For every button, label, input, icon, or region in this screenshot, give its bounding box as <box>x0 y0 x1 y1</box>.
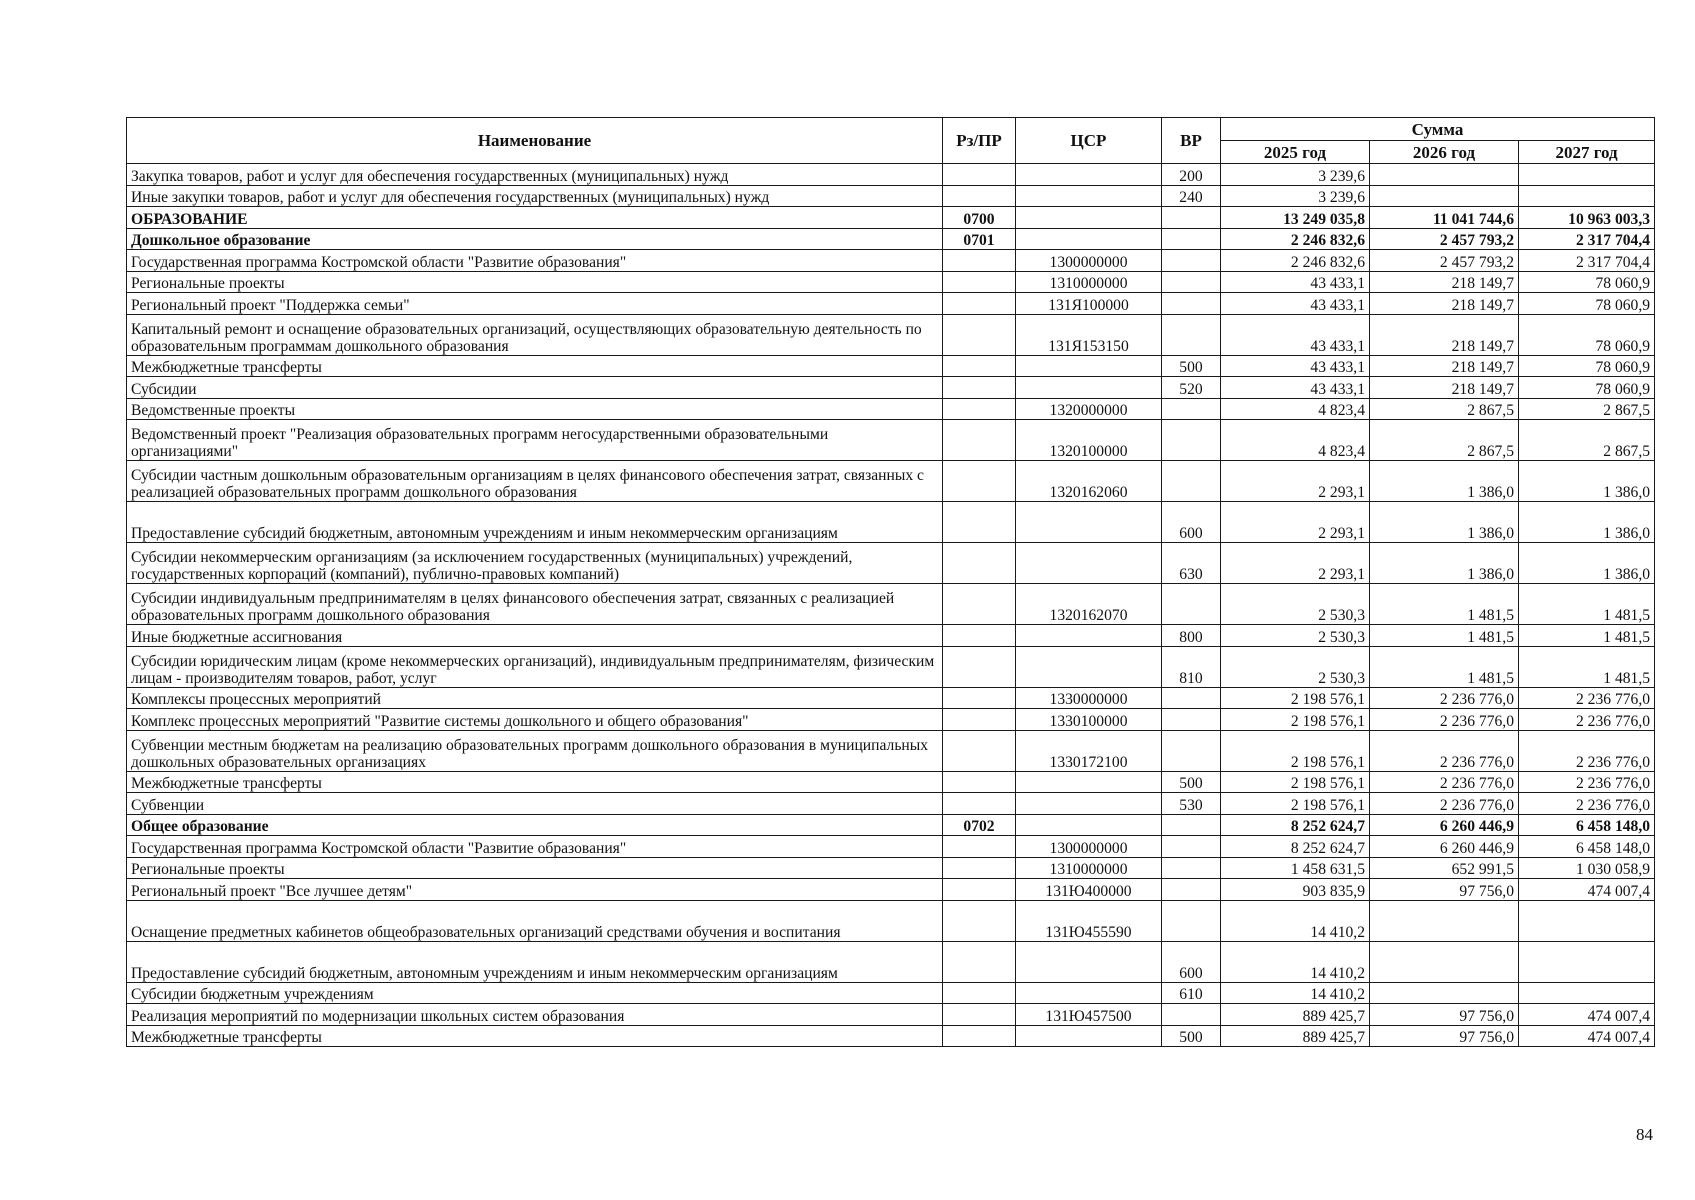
table-row <box>127 185 1655 207</box>
cell-name: Оснащение предметных кабинетов общеобразовательных организаций средствами обучения и воспитания <box>127 900 943 941</box>
cell-name: Государственная программа Костромской области "Развитие образования" <box>127 836 943 858</box>
cell-csr <box>1016 502 1162 543</box>
cell-rzpr: 0702 <box>943 814 1016 836</box>
table-row <box>127 900 1655 941</box>
cell-2027: 78 060,9 <box>1519 377 1655 399</box>
cell-rzpr <box>943 250 1016 272</box>
cell-2027 <box>1519 900 1655 941</box>
cell-csr: 1300000000 <box>1016 250 1162 272</box>
cell-2027: 1 030 058,9 <box>1519 857 1655 879</box>
cell-vr: 630 <box>1162 543 1221 584</box>
table-row <box>127 377 1655 399</box>
cell-2025: 43 433,1 <box>1221 355 1370 377</box>
cell-name: Общее образование <box>127 814 943 836</box>
cell-vr <box>1162 709 1221 731</box>
cell-2026: 218 149,7 <box>1370 377 1519 399</box>
header-csr: ЦСР <box>1016 118 1162 164</box>
table-row <box>127 461 1655 502</box>
cell-vr: 240 <box>1162 185 1221 207</box>
cell-2027: 1 481,5 <box>1519 625 1655 647</box>
cell-2026: 1 481,5 <box>1370 625 1519 647</box>
cell-2025: 2 198 576,1 <box>1221 709 1370 731</box>
cell-name: Субсидии <box>127 377 943 399</box>
cell-csr: 1310000000 <box>1016 857 1162 879</box>
cell-rzpr <box>943 836 1016 858</box>
cell-2027: 2 317 704,4 <box>1519 250 1655 272</box>
cell-2025: 889 425,7 <box>1221 1025 1370 1047</box>
cell-2025: 14 410,2 <box>1221 900 1370 941</box>
cell-2026: 1 481,5 <box>1370 584 1519 625</box>
cell-2025: 2 198 576,1 <box>1221 687 1370 709</box>
cell-2026: 652 991,5 <box>1370 857 1519 879</box>
cell-2027: 2 317 704,4 <box>1519 228 1655 250</box>
cell-rzpr <box>943 730 1016 771</box>
cell-2027: 6 458 148,0 <box>1519 814 1655 836</box>
cell-name: Дошкольное образование <box>127 228 943 250</box>
table-row <box>127 771 1655 793</box>
cell-csr: 1320162070 <box>1016 584 1162 625</box>
budget-table <box>126 117 1655 1047</box>
cell-rzpr: 0700 <box>943 207 1016 229</box>
cell-name: Закупка товаров, работ и услуг для обеспечения государственных (муниципальных) нужд <box>127 164 943 186</box>
cell-vr <box>1162 420 1221 461</box>
cell-2026: 2 236 776,0 <box>1370 730 1519 771</box>
cell-vr: 530 <box>1162 793 1221 815</box>
cell-2027: 474 007,4 <box>1519 1004 1655 1026</box>
cell-name: Предоставление субсидий бюджетным, автономным учреждениям и иным некоммерческим организациям <box>127 502 943 543</box>
cell-rzpr <box>943 584 1016 625</box>
table-row <box>127 314 1655 355</box>
cell-name: Субсидии некоммерческим организациям (за исключением государственных (муниципальных) учреждений, государственных корпораций (компаний), публично-правовых компаний) <box>127 543 943 584</box>
cell-name: Субсидии юридическим лицам (кроме некоммерческих организаций), индивидуальным предпринимателям, физическим лицам - производителям товаров, работ, услуг <box>127 646 943 687</box>
cell-rzpr <box>943 709 1016 731</box>
cell-2025: 2 530,3 <box>1221 584 1370 625</box>
cell-2026 <box>1370 185 1519 207</box>
cell-2027: 2 236 776,0 <box>1519 687 1655 709</box>
cell-2027: 474 007,4 <box>1519 879 1655 901</box>
cell-2025: 2 530,3 <box>1221 646 1370 687</box>
cell-2027: 2 236 776,0 <box>1519 793 1655 815</box>
cell-2026 <box>1370 941 1519 982</box>
table-row <box>127 1004 1655 1026</box>
cell-vr: 600 <box>1162 502 1221 543</box>
header-row-top <box>127 118 1655 141</box>
header-year-2025: 2025 год <box>1221 141 1370 164</box>
cell-vr <box>1162 814 1221 836</box>
table-header <box>127 118 1655 164</box>
cell-2026: 2 236 776,0 <box>1370 709 1519 731</box>
cell-2027: 2 236 776,0 <box>1519 771 1655 793</box>
table-row <box>127 836 1655 858</box>
table-row <box>127 293 1655 315</box>
cell-csr <box>1016 228 1162 250</box>
cell-vr <box>1162 730 1221 771</box>
cell-name: Региональный проект "Все лучшее детям" <box>127 879 943 901</box>
header-rzpr: Рз/ПР <box>943 118 1016 164</box>
header-sum: Сумма <box>1221 118 1655 141</box>
cell-name: Комплекс процессных мероприятий "Развитие системы дошкольного и общего образования" <box>127 709 943 731</box>
cell-rzpr <box>943 398 1016 420</box>
cell-rzpr <box>943 185 1016 207</box>
cell-vr <box>1162 293 1221 315</box>
table-row <box>127 625 1655 647</box>
cell-2026: 218 149,7 <box>1370 355 1519 377</box>
table-row <box>127 420 1655 461</box>
table-row <box>127 271 1655 293</box>
cell-csr <box>1016 543 1162 584</box>
cell-2027 <box>1519 185 1655 207</box>
cell-2025: 889 425,7 <box>1221 1004 1370 1026</box>
cell-name: Межбюджетные трансферты <box>127 355 943 377</box>
cell-2027: 2 867,5 <box>1519 420 1655 461</box>
table-row <box>127 584 1655 625</box>
cell-2026 <box>1370 900 1519 941</box>
cell-rzpr <box>943 982 1016 1004</box>
header-year-2027: 2027 год <box>1519 141 1655 164</box>
cell-csr <box>1016 982 1162 1004</box>
cell-2025: 2 293,1 <box>1221 543 1370 584</box>
cell-2026: 97 756,0 <box>1370 1025 1519 1047</box>
cell-vr: 810 <box>1162 646 1221 687</box>
cell-2026: 2 236 776,0 <box>1370 771 1519 793</box>
cell-rzpr <box>943 164 1016 186</box>
cell-name: Комплексы процессных мероприятий <box>127 687 943 709</box>
table-row <box>127 543 1655 584</box>
cell-rzpr <box>943 879 1016 901</box>
cell-csr <box>1016 793 1162 815</box>
cell-vr <box>1162 879 1221 901</box>
cell-name: Межбюджетные трансферты <box>127 771 943 793</box>
cell-csr: 1330000000 <box>1016 687 1162 709</box>
cell-2025: 14 410,2 <box>1221 941 1370 982</box>
cell-2025: 14 410,2 <box>1221 982 1370 1004</box>
cell-vr <box>1162 584 1221 625</box>
cell-csr <box>1016 771 1162 793</box>
table-row <box>127 164 1655 186</box>
cell-name: Субсидии бюджетным учреждениям <box>127 982 943 1004</box>
cell-2025: 2 246 832,6 <box>1221 250 1370 272</box>
cell-2025: 2 246 832,6 <box>1221 228 1370 250</box>
cell-vr <box>1162 687 1221 709</box>
table-row <box>127 879 1655 901</box>
cell-csr <box>1016 207 1162 229</box>
cell-rzpr <box>943 646 1016 687</box>
cell-2027: 1 481,5 <box>1519 646 1655 687</box>
cell-vr: 520 <box>1162 377 1221 399</box>
cell-2026: 2 457 793,2 <box>1370 228 1519 250</box>
cell-rzpr <box>943 314 1016 355</box>
cell-2027: 10 963 003,3 <box>1519 207 1655 229</box>
cell-2027: 1 481,5 <box>1519 584 1655 625</box>
cell-2026: 6 260 446,9 <box>1370 836 1519 858</box>
cell-2027: 1 386,0 <box>1519 461 1655 502</box>
cell-csr: 1310000000 <box>1016 271 1162 293</box>
cell-name: Субсидии частным дошкольным образовательным организациям в целях финансового обеспечения затрат, связанных с реализацией образовательных программ дошкольного образования <box>127 461 943 502</box>
cell-2025: 43 433,1 <box>1221 314 1370 355</box>
cell-2027: 1 386,0 <box>1519 502 1655 543</box>
cell-csr: 1300000000 <box>1016 836 1162 858</box>
cell-rzpr <box>943 857 1016 879</box>
cell-2026: 2 867,5 <box>1370 398 1519 420</box>
cell-rzpr <box>943 420 1016 461</box>
cell-2027: 1 386,0 <box>1519 543 1655 584</box>
cell-2025: 3 239,6 <box>1221 164 1370 186</box>
table-row <box>127 1025 1655 1047</box>
cell-2026: 2 867,5 <box>1370 420 1519 461</box>
cell-rzpr <box>943 271 1016 293</box>
cell-2027 <box>1519 982 1655 1004</box>
cell-2025: 43 433,1 <box>1221 271 1370 293</box>
cell-2025: 8 252 624,7 <box>1221 836 1370 858</box>
cell-2026: 218 149,7 <box>1370 271 1519 293</box>
table-row <box>127 646 1655 687</box>
table-row <box>127 709 1655 731</box>
cell-csr <box>1016 377 1162 399</box>
cell-csr: 131Ю457500 <box>1016 1004 1162 1026</box>
cell-csr <box>1016 185 1162 207</box>
cell-2025: 43 433,1 <box>1221 377 1370 399</box>
table-row <box>127 982 1655 1004</box>
table-row <box>127 398 1655 420</box>
cell-name: Региональные проекты <box>127 271 943 293</box>
cell-name: Ведомственные проекты <box>127 398 943 420</box>
cell-name: Субвенции местным бюджетам на реализацию образовательных программ дошкольного образования в муниципальных дошкольных образовательных организациях <box>127 730 943 771</box>
table-body <box>127 164 1655 1047</box>
cell-vr <box>1162 207 1221 229</box>
cell-2026: 218 149,7 <box>1370 314 1519 355</box>
cell-csr: 1330100000 <box>1016 709 1162 731</box>
cell-2026: 97 756,0 <box>1370 879 1519 901</box>
table-row <box>127 228 1655 250</box>
cell-2027: 2 236 776,0 <box>1519 730 1655 771</box>
cell-2027: 78 060,9 <box>1519 271 1655 293</box>
cell-2027: 6 458 148,0 <box>1519 836 1655 858</box>
table-row <box>127 502 1655 543</box>
cell-2025: 2 198 576,1 <box>1221 793 1370 815</box>
cell-rzpr <box>943 461 1016 502</box>
cell-2025: 13 249 035,8 <box>1221 207 1370 229</box>
cell-csr: 1320100000 <box>1016 420 1162 461</box>
cell-csr: 1330172100 <box>1016 730 1162 771</box>
table-row <box>127 687 1655 709</box>
cell-name: Капитальный ремонт и оснащение образовательных организаций, осуществляющих образовательную деятельность по образовательным программам дошкольного образования <box>127 314 943 355</box>
cell-2027: 78 060,9 <box>1519 355 1655 377</box>
cell-csr: 131Я153150 <box>1016 314 1162 355</box>
cell-rzpr <box>943 900 1016 941</box>
cell-rzpr <box>943 687 1016 709</box>
cell-rzpr <box>943 543 1016 584</box>
cell-2025: 2 198 576,1 <box>1221 771 1370 793</box>
cell-2027: 2 867,5 <box>1519 398 1655 420</box>
cell-csr <box>1016 355 1162 377</box>
cell-2026: 6 260 446,9 <box>1370 814 1519 836</box>
cell-vr: 500 <box>1162 1025 1221 1047</box>
cell-2025: 1 458 631,5 <box>1221 857 1370 879</box>
cell-csr <box>1016 941 1162 982</box>
cell-2026: 2 236 776,0 <box>1370 793 1519 815</box>
cell-csr <box>1016 164 1162 186</box>
page-number: 84 <box>1636 1125 1653 1144</box>
cell-name: Предоставление субсидий бюджетным, автономным учреждениям и иным некоммерческим организациям <box>127 941 943 982</box>
cell-csr: 131Ю455590 <box>1016 900 1162 941</box>
cell-name: Субсидии индивидуальным предпринимателям в целях финансового обеспечения затрат, связанных с реализацией образовательных программ дошкольного образования <box>127 584 943 625</box>
cell-rzpr <box>943 793 1016 815</box>
table-row <box>127 207 1655 229</box>
cell-2026: 97 756,0 <box>1370 1004 1519 1026</box>
cell-rzpr <box>943 377 1016 399</box>
cell-rzpr: 0701 <box>943 228 1016 250</box>
cell-csr <box>1016 814 1162 836</box>
cell-rzpr <box>943 625 1016 647</box>
header-year-2026: 2026 год <box>1370 141 1519 164</box>
table-row <box>127 730 1655 771</box>
cell-rzpr <box>943 502 1016 543</box>
cell-vr: 600 <box>1162 941 1221 982</box>
cell-vr <box>1162 228 1221 250</box>
cell-2025: 2 293,1 <box>1221 502 1370 543</box>
cell-2025: 43 433,1 <box>1221 293 1370 315</box>
cell-name: Иные бюджетные ассигнования <box>127 625 943 647</box>
cell-2026: 218 149,7 <box>1370 293 1519 315</box>
cell-csr <box>1016 646 1162 687</box>
table-row <box>127 814 1655 836</box>
cell-2026: 11 041 744,6 <box>1370 207 1519 229</box>
cell-vr <box>1162 1004 1221 1026</box>
cell-name: Государственная программа Костромской области "Развитие образования" <box>127 250 943 272</box>
cell-2027: 78 060,9 <box>1519 314 1655 355</box>
cell-vr <box>1162 250 1221 272</box>
cell-rzpr <box>943 1004 1016 1026</box>
cell-2025: 2 530,3 <box>1221 625 1370 647</box>
cell-csr: 1320000000 <box>1016 398 1162 420</box>
cell-2026 <box>1370 164 1519 186</box>
cell-vr <box>1162 314 1221 355</box>
cell-name: Региональные проекты <box>127 857 943 879</box>
cell-vr <box>1162 836 1221 858</box>
cell-csr <box>1016 1025 1162 1047</box>
cell-name: Иные закупки товаров, работ и услуг для обеспечения государственных (муниципальных) нужд <box>127 185 943 207</box>
cell-2025: 2 293,1 <box>1221 461 1370 502</box>
cell-vr <box>1162 900 1221 941</box>
cell-vr <box>1162 271 1221 293</box>
cell-2026: 2 236 776,0 <box>1370 687 1519 709</box>
cell-2025: 4 823,4 <box>1221 420 1370 461</box>
cell-2025: 8 252 624,7 <box>1221 814 1370 836</box>
cell-vr: 500 <box>1162 771 1221 793</box>
cell-vr <box>1162 398 1221 420</box>
cell-vr: 200 <box>1162 164 1221 186</box>
cell-vr: 500 <box>1162 355 1221 377</box>
cell-rzpr <box>943 293 1016 315</box>
cell-2027 <box>1519 164 1655 186</box>
cell-2027: 2 236 776,0 <box>1519 709 1655 731</box>
cell-name: ОБРАЗОВАНИЕ <box>127 207 943 229</box>
cell-csr <box>1016 625 1162 647</box>
cell-2025: 3 239,6 <box>1221 185 1370 207</box>
cell-2027 <box>1519 941 1655 982</box>
cell-2026: 1 386,0 <box>1370 461 1519 502</box>
cell-2025: 903 835,9 <box>1221 879 1370 901</box>
cell-name: Субвенции <box>127 793 943 815</box>
table-row <box>127 250 1655 272</box>
table-row <box>127 793 1655 815</box>
cell-2026: 1 386,0 <box>1370 543 1519 584</box>
cell-csr: 131Я100000 <box>1016 293 1162 315</box>
table-row <box>127 857 1655 879</box>
cell-2027: 78 060,9 <box>1519 293 1655 315</box>
cell-2025: 2 198 576,1 <box>1221 730 1370 771</box>
cell-name: Межбюджетные трансферты <box>127 1025 943 1047</box>
cell-2025: 4 823,4 <box>1221 398 1370 420</box>
cell-vr <box>1162 461 1221 502</box>
cell-2026: 2 457 793,2 <box>1370 250 1519 272</box>
cell-vr: 610 <box>1162 982 1221 1004</box>
header-name: Наименование <box>127 118 943 164</box>
cell-2027: 474 007,4 <box>1519 1025 1655 1047</box>
cell-2026: 1 481,5 <box>1370 646 1519 687</box>
cell-2026 <box>1370 982 1519 1004</box>
cell-csr: 131Ю400000 <box>1016 879 1162 901</box>
cell-vr: 800 <box>1162 625 1221 647</box>
cell-rzpr <box>943 771 1016 793</box>
cell-rzpr <box>943 355 1016 377</box>
header-vr: ВР <box>1162 118 1221 164</box>
cell-name: Реализация мероприятий по модернизации школьных систем образования <box>127 1004 943 1026</box>
cell-name: Ведомственный проект "Реализация образовательных программ негосударственными образовательными организациями" <box>127 420 943 461</box>
cell-rzpr <box>943 941 1016 982</box>
cell-2026: 1 386,0 <box>1370 502 1519 543</box>
cell-rzpr <box>943 1025 1016 1047</box>
cell-vr <box>1162 857 1221 879</box>
table-row <box>127 355 1655 377</box>
table-row <box>127 941 1655 982</box>
cell-name: Региональный проект "Поддержка семьи" <box>127 293 943 315</box>
cell-csr: 1320162060 <box>1016 461 1162 502</box>
